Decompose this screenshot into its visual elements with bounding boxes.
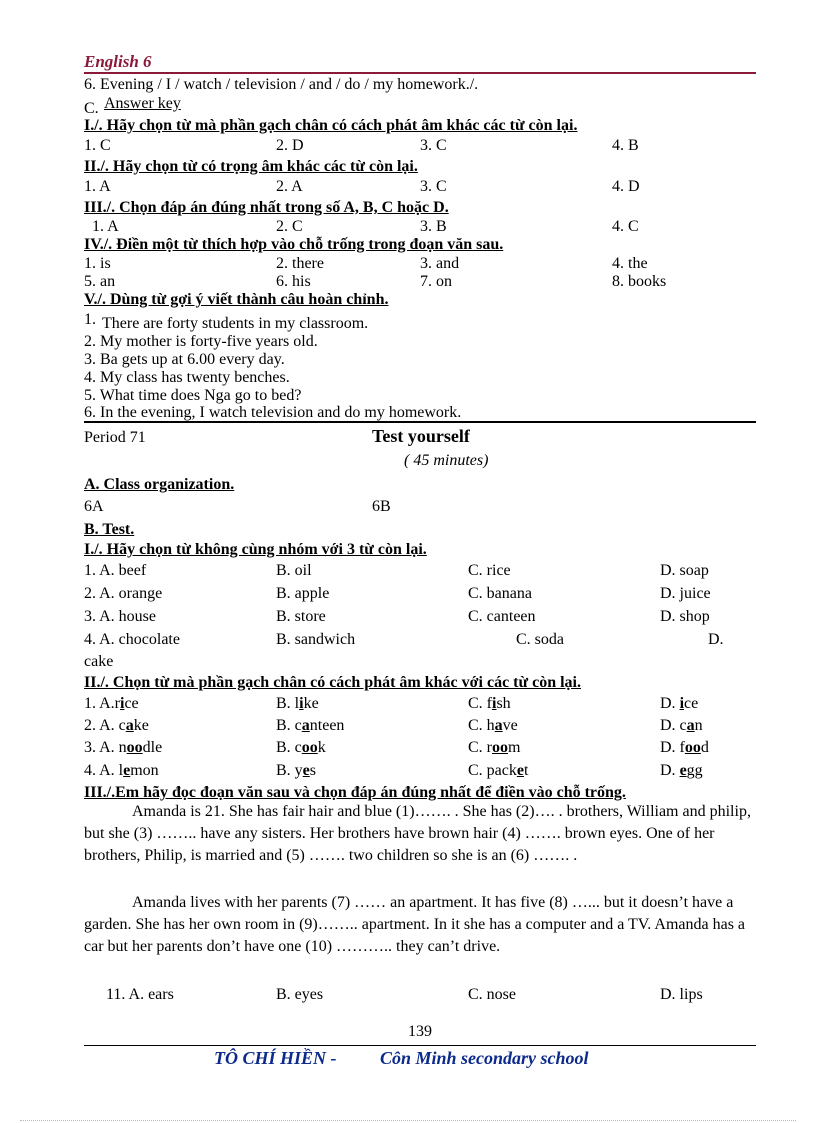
q2-row2-option-b: [276, 717, 344, 735]
header-title: English 6: [84, 52, 152, 71]
q1-row4-option-d: D.: [708, 631, 724, 648]
word-part: 1. A.r: [84, 695, 120, 712]
footer-rule: [84, 1045, 756, 1046]
key-s3-a4: 4. C: [612, 218, 639, 235]
q2-heading: II./. Chọn từ mà phần gạch chân có cách phát âm khác với các từ còn lại.: [84, 674, 581, 691]
word-part: 3. A. n: [84, 739, 127, 756]
underlined-sound: a: [686, 717, 695, 734]
q2-row4-option-a: [84, 762, 159, 780]
test-duration: ( 45 minutes): [404, 452, 489, 469]
key-s1-a1: 1. C: [84, 137, 111, 154]
underlined-sound: i: [492, 695, 497, 712]
underlined-sound: i: [299, 695, 304, 712]
q1-heading: I./. Hãy chọn từ không cùng nhóm với 3 từ còn lại.: [84, 541, 427, 558]
q2-row4-option-c: [468, 762, 528, 780]
key-s2-a2: 2. A: [276, 178, 303, 195]
word-part: gg: [686, 762, 703, 779]
q11-option-c: C. nose: [468, 986, 516, 1003]
word-part: D. f: [660, 739, 685, 756]
test-heading: B. Test.: [84, 521, 135, 538]
q2-row3-option-c: [468, 739, 520, 757]
class-6a: 6A: [84, 498, 104, 515]
key-s3-a1: 1. A: [92, 218, 119, 235]
key-s4-a4: 4. the: [612, 255, 648, 272]
key-s2-heading: II./. Hãy chọn từ có trọng âm khác các từ còn lại.: [84, 158, 418, 175]
word-part: D.: [660, 762, 680, 779]
class-6b: 6B: [372, 498, 391, 515]
q1-row3-option-d: D. shop: [660, 608, 710, 625]
word-part: s: [309, 762, 317, 779]
test-title: Test yourself: [372, 426, 470, 446]
key-s1-a3: 3. C: [420, 137, 447, 154]
word-part: d: [700, 739, 709, 756]
key-s5-a6: 6. In the evening, I watch television and do my homework.: [84, 404, 462, 421]
underlined-sound: oo: [492, 739, 508, 756]
word-part: 2. A. c: [84, 717, 126, 734]
word-part: D.: [660, 695, 680, 712]
q2-row3-option-d: [660, 739, 709, 757]
key-s1-a2: 2. D: [276, 137, 304, 154]
q11-option-a: 11. A. ears: [106, 986, 174, 1003]
word-part: m: [508, 739, 521, 756]
q1-row2-option-a: 2. A. orange: [84, 585, 163, 602]
q1-row3-option-b: B. store: [276, 608, 326, 625]
key-s5-a1: There are forty students in my classroom.: [102, 315, 369, 332]
word-part: C. r: [468, 739, 492, 756]
word-part: nteen: [309, 717, 345, 734]
q1-row1-option-c: C. rice: [468, 562, 511, 579]
q1-row4-option-a: 4. A. chocolate: [84, 631, 180, 648]
word-part: C. pack: [468, 762, 517, 779]
key-s4-a2: 2. there: [276, 255, 324, 272]
c-mark: C.: [84, 100, 99, 117]
word-part: dle: [142, 739, 163, 756]
q1-row1-option-d: D. soap: [660, 562, 709, 579]
word-part: ke: [303, 695, 319, 712]
underlined-sound: a: [301, 717, 310, 734]
word-part: ce: [124, 695, 139, 712]
answer-key-heading: Answer key: [104, 95, 181, 112]
key-s4-a8: 8. books: [612, 273, 667, 290]
underlined-sound: oo: [301, 739, 318, 756]
word-part: k: [317, 739, 326, 756]
underlined-sound: i: [120, 695, 125, 712]
key-s2-a3: 3. C: [420, 178, 447, 195]
key-s4-a6: 6. his: [276, 273, 311, 290]
underlined-sound: a: [494, 717, 503, 734]
word-part: 4. A. l: [84, 762, 124, 779]
word-part: C. h: [468, 717, 495, 734]
q2-row4-option-b: [276, 762, 316, 780]
q2-row1-option-a: [84, 695, 139, 713]
word-part: n: [694, 717, 703, 734]
period-label: Period 71: [84, 429, 146, 446]
word-part: t: [523, 762, 529, 779]
word-part: B. c: [276, 739, 302, 756]
key-s4-a7: 7. on: [420, 273, 452, 290]
key-s4-a3: 3. and: [420, 255, 460, 272]
key-s3-heading: III./. Chọn đáp án đúng nhất trong số A, B, C hoặc D.: [84, 199, 449, 216]
key-s5-heading: V./. Dùng từ gợi ý viết thành câu hoàn chỉnh.: [84, 291, 389, 308]
item-6-prompt: 6. Evening / I / watch / television / and / do / my homework./.: [84, 76, 479, 93]
underlined-sound: e: [679, 762, 687, 779]
word-part: mon: [130, 762, 159, 779]
section-divider: [84, 421, 756, 423]
key-s3-a2: 2. C: [276, 218, 303, 235]
key-s1-heading: I./. Hãy chọn từ mà phần gạch chân có cách phát âm khác các từ còn lại.: [84, 117, 578, 134]
underlined-sound: oo: [684, 739, 701, 756]
key-s5-a5: 5. What time does Nga go to bed?: [84, 387, 302, 404]
q11-option-d: D. lips: [660, 986, 703, 1003]
key-s2-a1: 1. A: [84, 178, 111, 195]
word-part: sh: [496, 695, 511, 712]
key-s3-a3: 3. B: [420, 218, 447, 235]
key-s5-a4: 4. My class has twenty benches.: [84, 369, 290, 386]
q1-row1-option-a: 1. A. beef: [84, 562, 147, 579]
page-edge: [20, 1120, 796, 1121]
header-rule: [84, 72, 756, 74]
q2-row3-option-b: [276, 739, 326, 757]
q1-row4-option-c: C. soda: [516, 631, 564, 648]
key-s4-a1: 1. is: [84, 255, 111, 272]
q1-row1-option-b: B. oil: [276, 562, 312, 579]
word-part: D. c: [660, 717, 687, 734]
q1-row2-option-d: D. juice: [660, 585, 711, 602]
page-number: 139: [408, 1023, 432, 1040]
passage-paragraph-2: Amanda lives with her parents (7) …… an apartment. It has five (8) …... but it doesn’t have a garden. She has her own room in (9)…….. apartment. In it she has a computer and a TV. Amanda has a car but her parents don’t have one (10) ……….. they can’t drive.: [84, 894, 746, 955]
key-s4-a5: 5. an: [84, 273, 116, 290]
q2-row2-option-d: [660, 717, 703, 735]
q2-row1-option-b: [276, 695, 319, 713]
passage-paragraph-1: Amanda is 21. She has fair hair and blue (1)……. . She has (2)…. . brothers, William and philip, but she (3) …….. have any sisters. Her brothers have brown hair (4) ……. brown eyes. One of her brothers, Philip, is married and (5) ……. two children so she is an (6) ……. .: [84, 803, 751, 864]
key-s5-num1: 1.: [84, 311, 96, 328]
key-s5-a3: 3. Ba gets up at 6.00 every day.: [84, 351, 285, 368]
word-part: B. l: [276, 695, 300, 712]
q1-row2-option-b: B. apple: [276, 585, 330, 602]
word-part: C. f: [468, 695, 492, 712]
key-s5-a2: 2. My mother is forty-five years old.: [84, 333, 318, 350]
underlined-sound: e: [302, 762, 310, 779]
q3-heading: III./.Em hãy đọc đoạn văn sau và chọn đáp án đúng nhất để điền vào chỗ trống.: [84, 784, 626, 801]
q2-row3-option-a: [84, 739, 162, 757]
key-s2-a4: 4. D: [612, 178, 640, 195]
q1-cake-wrap: cake: [84, 653, 114, 670]
underlined-sound: oo: [126, 739, 143, 756]
word-part: ve: [502, 717, 518, 734]
q1-row3-option-a: 3. A. house: [84, 608, 156, 625]
class-organization-heading: A. Class organization.: [84, 476, 235, 493]
word-part: B. y: [276, 762, 303, 779]
q2-row2-option-c: [468, 717, 518, 735]
underlined-sound: e: [123, 762, 131, 779]
q1-row3-option-c: C. canteen: [468, 608, 536, 625]
key-s4-heading: IV./. Điền một từ thích hợp vào chỗ trống trong đoạn văn sau.: [84, 236, 504, 253]
word-part: B. c: [276, 717, 302, 734]
key-s1-a4: 4. B: [612, 137, 639, 154]
underlined-sound: a: [125, 717, 134, 734]
word-part: ce: [684, 695, 699, 712]
footer-school: Côn Minh secondary school: [380, 1048, 589, 1068]
q1-row2-option-c: C. banana: [468, 585, 532, 602]
q2-row1-option-d: [660, 695, 698, 713]
underlined-sound: i: [679, 695, 685, 712]
q1-row4-option-b: B. sandwich: [276, 631, 356, 648]
q2-row4-option-d: [660, 762, 703, 780]
underlined-sound: e: [516, 762, 524, 779]
footer-author: TÔ CHÍ HIỀN -: [214, 1048, 337, 1068]
q2-row2-option-a: [84, 717, 149, 735]
q11-option-b: B. eyes: [276, 986, 324, 1003]
q2-row1-option-c: [468, 695, 511, 713]
word-part: ke: [133, 717, 149, 734]
